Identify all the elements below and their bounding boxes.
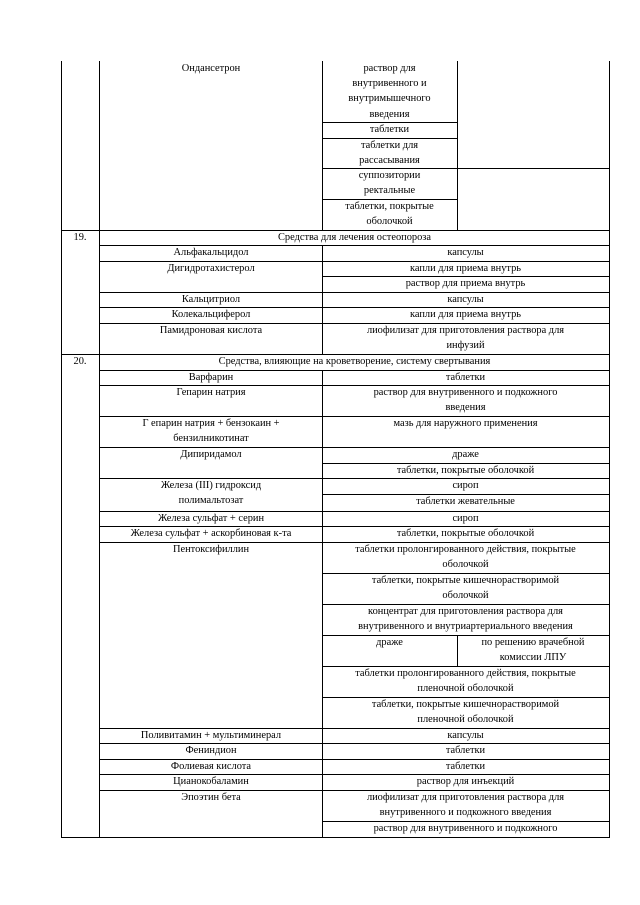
form-iron-sulfate-ascorbic: таблетки, покрытые оболочкой bbox=[396, 528, 535, 539]
section-20-number: 20. bbox=[73, 356, 87, 367]
form-dipyridamole-2: таблетки, покрытые оболочкой bbox=[396, 465, 535, 476]
drug-calcitriol: Кальцитриол bbox=[181, 294, 241, 305]
form-cyanocobalamin: раствор для инъекций bbox=[416, 776, 515, 787]
form-alfacalcidol: капсулы bbox=[447, 247, 484, 258]
form-phenindione: таблетки bbox=[445, 745, 486, 756]
form-pentoxifylline-6: таблетки, покрытые кишечнорастворимой пленочной оболочкой bbox=[371, 699, 560, 726]
drug-iron-polymaltose: Железа (III) гидроксид полимальтозат bbox=[160, 480, 262, 507]
form-pentoxifylline-1: таблетки пролонгированного действия, покрытые оболочкой bbox=[355, 544, 576, 571]
form-folic-acid: таблетки bbox=[445, 761, 486, 772]
drug-pentoxifylline: Пентоксифиллин bbox=[172, 544, 250, 555]
form-warfarin: таблетки bbox=[445, 372, 486, 383]
form-epoetin-beta-1: лиофилизат для приготовления раствора для внутривенного и подкожного введения bbox=[366, 792, 565, 819]
drug-phenindione: Фениндион bbox=[185, 745, 237, 756]
drug-alfacalcidol: Альфакальцидол bbox=[173, 247, 249, 258]
drug-dihydrotachysterol: Дигидротахистерол bbox=[167, 263, 255, 274]
form-pentoxifylline-4: драже bbox=[376, 637, 403, 648]
form-iron-polymaltose-1: сироп bbox=[452, 480, 479, 491]
form-dihydrotachysterol-2: раствор для приема внутрь bbox=[405, 278, 526, 289]
form-heparin-benzocaine: мазь для наружного применения bbox=[393, 418, 538, 429]
form-ondansetron-3: таблетки для рассасывания bbox=[359, 140, 420, 167]
form-iron-polymaltose-2: таблетки жевательные bbox=[416, 496, 515, 507]
form-pentoxifylline-3: концентрат для приготовления раствора для внутривенного и внутриартериального введения bbox=[358, 606, 573, 633]
drug-dipyridamole: Дипиридамол bbox=[180, 449, 242, 460]
section-20-title: Средства, влияющие на кроветворение, систему свертывания bbox=[218, 356, 491, 367]
form-ondansetron-5: таблетки, покрытые оболочкой bbox=[345, 201, 434, 228]
form-calcitriol: капсулы bbox=[447, 294, 484, 305]
drug-heparin-benzocaine: Г епарин натрия + бензокаин + бензилникотинат bbox=[142, 418, 280, 445]
form-epoetin-beta-2: раствор для внутривенного и подкожного bbox=[373, 823, 558, 834]
section-19-title: Средства для лечения остеопороза bbox=[277, 232, 432, 243]
form-pentoxifylline-2: таблетки, покрытые кишечнорастворимой оболочкой bbox=[371, 575, 560, 602]
form-heparin-sodium: раствор для внутривенного и подкожного введения bbox=[373, 387, 558, 414]
form-ondansetron-4: суппозитории ректальные bbox=[358, 170, 421, 197]
form-colecalciferol: капли для приема внутрь bbox=[409, 309, 522, 320]
drug-pamidronic-acid: Памидроновая кислота bbox=[159, 325, 263, 336]
drug-heparin-sodium: Гепарин натрия bbox=[176, 387, 246, 398]
form-dipyridamole-1: драже bbox=[452, 449, 479, 460]
form-ondansetron-2: таблетки bbox=[369, 124, 410, 135]
drug-iron-sulfate-serine: Железа сульфат + серин bbox=[157, 513, 265, 524]
form-ondansetron-1: раствор для внутривенного и внутримышечного введения bbox=[348, 63, 431, 120]
form-dihydrotachysterol-1: капли для приема внутрь bbox=[409, 263, 522, 274]
drug-epoetin-beta: Эпоэтин бета bbox=[181, 792, 241, 803]
drug-cyanocobalamin: Цианокобаламин bbox=[173, 776, 249, 787]
drug-iron-sulfate-ascorbic: Железа сульфат + аскорбиновая к-та bbox=[130, 528, 292, 539]
drug-ondansetron: Ондансетрон bbox=[181, 63, 241, 74]
form-iron-sulfate-serine: сироп bbox=[452, 513, 479, 524]
form-polyvitamin: капсулы bbox=[447, 730, 484, 741]
drug-polyvitamin: Поливитамин + мультиминерал bbox=[140, 730, 282, 741]
drug-warfarin: Варфарин bbox=[188, 372, 234, 383]
drug-folic-acid: Фолиевая кислота bbox=[170, 761, 252, 772]
drug-colecalciferol: Колекальциферол bbox=[171, 309, 251, 320]
form-pentoxifylline-5: таблетки пролонгированного действия, покрытые пленочной оболочкой bbox=[355, 668, 576, 695]
note-pentoxifylline-4: по решению врачебной комиссии ЛПУ bbox=[481, 637, 585, 664]
section-19-number: 19. bbox=[73, 232, 87, 243]
form-pamidronic-acid: лиофилизат для приготовления раствора для инфузий bbox=[366, 325, 565, 352]
